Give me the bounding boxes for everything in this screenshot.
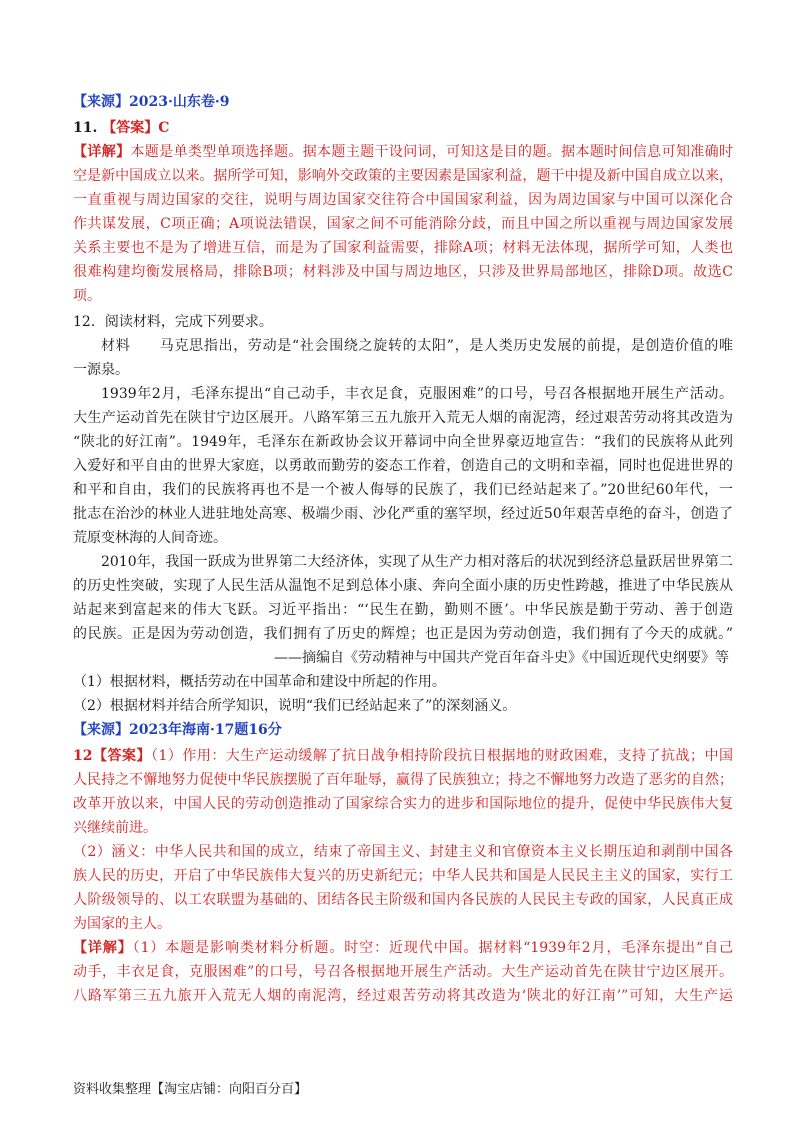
q12-answer-line-3: 改革开放以来，中国人民的劳动创造推动了国家综合实力的进步和国际地位的提升，促使中华民族伟大复 — [73, 796, 733, 812]
q12-stem: 12．阅读材料，完成下列要求。 — [73, 314, 273, 330]
q12-question-1: （1）根据材料，概括劳动在中国革命和建设中所起的作用。 — [73, 674, 446, 690]
q11-detail-label: 【详解】 — [73, 144, 131, 160]
q12-answer-line-2: 人民持之不懈地努力促使中华民族摆脱了百年耻辱，赢得了民族独立；持之不懈地努力改造了恶劣的自然； — [73, 772, 733, 788]
q11-detail-line-2: 空是新中国成立以来。据所学可知，影响外交政策的主要因素是国家利益，题干中提及新中国自成立以来， — [73, 168, 733, 184]
q12-answer-line-8: 为国家的主人。 — [73, 916, 171, 932]
q11-detail-line-6: 很难构建均衡发展格局，排除B项；材料涉及中国与周边地区，只涉及世界局部地区，排除D项。故选C — [73, 264, 733, 280]
q12-answer-line-1: 12【答案】（1）作用：大生产运动缓解了抗日战争相持阶段抗日根据地的财政困难，支持了抗战；中国 — [73, 748, 734, 764]
q12-material-line-11: 的历史性突破，实现了人民生活从温饱不足到总体小康、奔向全面小康的历史性跨越，推进了中华民族从 — [73, 578, 733, 594]
q12-material-line-4: 大生产运动首先在陕甘宁边区展开。八路军第三五九旅开入荒无人烟的南泥湾，经过艰苦劳动将其改造为 — [73, 410, 733, 426]
q11-answer — [73, 116, 733, 140]
q12-detail-line-3: 八路军第三五九旅开入荒无人烟的南泥湾，经过艰苦劳动将其改造为‘陕北的好江南’”可知，大生产运 — [73, 988, 733, 1004]
q12-answer-line-6: 族人民的历史，开启了中华民族伟大复兴的历史新纪元；中华人民共和国是人民民主主义的国家，实行工 — [73, 868, 733, 884]
q12-material-line-3: 1939年2月，毛泽东提出“自己动手，丰衣足食，克服困难”的口号，号召各根据地开展生产活动。 — [101, 386, 733, 402]
document-content — [73, 90, 733, 1008]
q12-answer-label: 12【答案】 — [73, 748, 151, 764]
q12-material-line-6: 入爱好和平自由的世界大家庭，以勇敢而勤劳的姿态工作着，创造自己的文明和幸福，同时也促进世界的 — [73, 458, 733, 474]
q12-material-line-9: 荒原变林海的人间奇迹。 — [73, 530, 227, 546]
source-label-2: 【来源】2023年海南·17题16分 — [73, 722, 282, 738]
q12-material-line-8: 批志在治沙的林业人进驻地处高寒、极端少雨、沙化严重的塞罕坝，经过近50年艰苦卓绝的奋斗，创造了 — [73, 506, 733, 522]
q12-detail-label: 【详解】 — [73, 940, 133, 956]
q12-detail-line-1: 【详解】（1）本题是影响类材料分析题。时空：近现代中国。据材料“1939年2月，毛泽东提出“自己 — [73, 940, 733, 956]
q12-material-line-7: 和平和自由，我们的民族将再也不是一个被人侮辱的民族了，我们已经站起来了。”20世纪60年代，一 — [73, 482, 733, 498]
q12-answer-line-7: 人阶级领导的、以工农联盟为基础的、团结各民主阶级和国内各民族的人民民主专政的国家，人民真正成 — [73, 892, 733, 908]
q12-material-line-12: 站起来到富起来的伟大飞跃。习近平指出：“‘民生在勤，勤则不匮’。中华民族是勤于劳动、善于创造 — [73, 602, 733, 618]
q11-detail-line-7: 项。 — [73, 288, 101, 304]
source-label-1: 【来源】2023·山东卷·9 — [73, 94, 230, 110]
q11-detail-line-3: 一直重视与周边国家的交往，说明与周边国家交往符合中国国家利益，因为周边国家与中国可以深化合 — [73, 192, 733, 208]
page-footer: 资料收集整理【淘宝店铺：向阳百分百】 — [73, 1082, 308, 1097]
q12-material-line-5: “陕北的好江南”。1949年，毛泽东在新政协会议开幕词中向全世界豪迈地宣告：“我们的民族将从此列 — [73, 434, 733, 450]
q12-material-line-13: 的民族。正是因为劳动创造，我们拥有了历史的辉煌；也正是因为劳动创造，我们拥有了今天的成就。” — [73, 626, 733, 642]
q12-material-line-1: 材料 马克思指出，劳动是“社会围绕之旋转的太阳”，是人类历史发展的前提，是创造价值的唯 — [101, 338, 733, 354]
q11-detail-line-5: 关系主要也不是为了增进互信，而是为了国家利益需要，排除A项；材料无法体现，据所学可知，人类也 — [73, 240, 733, 256]
q11-answer-text: 【答案】C — [102, 120, 170, 136]
q11-detail-line-1: 【详解】本题是单类型单项选择题。据本题主题干设问词，可知这是目的题。据本题时间信息可知准确时 — [73, 144, 734, 160]
q12-question-2: （2）根据材料并结合所学知识，说明“我们已经站起来了”的深刻涵义。 — [73, 698, 517, 714]
q12-detail-line-2: 动手，丰衣足食，克服困难”的口号，号召各根据地开展生产活动。大生产运动首先在陕甘宁边区展开。 — [73, 964, 733, 980]
q12-answer-line-5: （2）涵义：中华人民共和国的成立，结束了帝国主义、封建主义和官僚资本主义长期压迫和剥削中国各 — [73, 844, 733, 860]
q12-material-citation: ——摘编自《劳动精神与中国共产党百年奋斗史》《中国近现代史纲要》等 — [274, 650, 729, 666]
q12-material-line-10: 2010年，我国一跃成为世界第二大经济体，实现了从生产力相对落后的状况到经济总量跃居世界第二 — [101, 554, 733, 570]
q11-detail-line-4: 作共谋发展，C项正确；A项说法错误，国家之间不可能消除分歧，而且中国之所以重视与周边国家发展 — [73, 216, 733, 232]
q11-number: 11. — [73, 120, 98, 136]
q12-material-line-2: 一源泉。 — [73, 362, 129, 378]
q12-answer-line-4: 兴继续前进。 — [73, 820, 157, 836]
